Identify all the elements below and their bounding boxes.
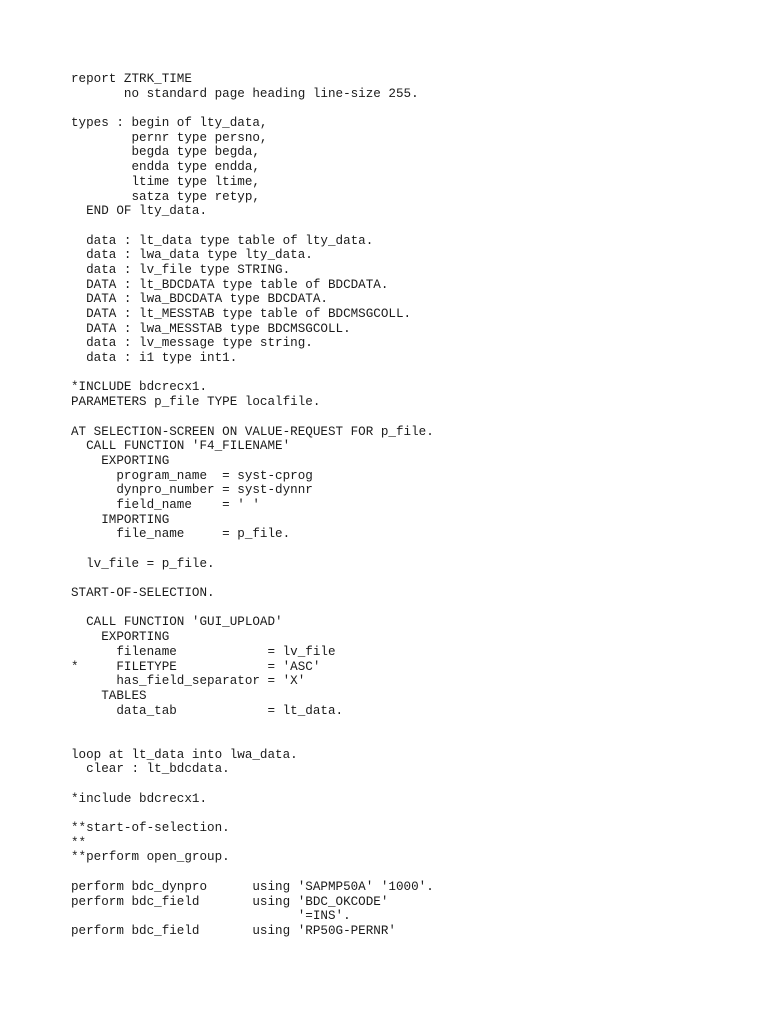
code-line: **perform open_group. [71,850,230,865]
code-line: data : i1 type int1. [71,351,238,366]
code-line [71,777,434,792]
code-line [71,865,434,880]
code-line: CALL FUNCTION 'F4_FILENAME' [71,439,291,454]
code-line: data : lv_file type STRING. [71,262,291,277]
code-line [71,718,434,733]
code-line: filename = lv_file [71,644,336,659]
abap-source-code [71,72,434,939]
code-line: DATA : lt_BDCDATA type table of BDCDATA. [71,277,389,292]
code-line: **start-of-selection. [71,821,230,836]
code-line: lv_file = p_file. [71,556,215,571]
code-line: AT SELECTION-SCREEN ON VALUE-REQUEST FOR p_file. [71,424,434,439]
code-line: DATA : lt_MESSTAB type table of BDCMSGCOLL. [71,307,412,321]
code-line: perform bdc_dynpro using 'SAPMP50A' '1000'. [71,879,434,894]
code-line: CALL FUNCTION 'GUI_UPLOAD' [71,615,283,630]
code-line: DATA : lwa_BDCDATA type BDCDATA. [71,292,328,307]
code-line [71,571,434,586]
code-line: PARAMETERS p_file TYPE localfile. [71,395,321,410]
code-line: file_name = p_file. [71,527,291,542]
code-line [71,601,434,616]
code-line: data : lv_message type string. [71,336,313,351]
code-line: field_name = ' ' [71,497,260,512]
code-line: * FILETYPE = 'ASC' [71,659,321,674]
code-line [71,733,434,748]
code-line: perform bdc_field using 'BDC_OKCODE' [71,894,389,909]
code-line: ** [71,835,87,850]
code-line [71,366,434,381]
code-line [71,542,434,557]
code-line: has_field_separator = 'X' [71,674,306,689]
code-line [71,219,434,234]
code-line: END OF lty_data. [71,204,208,219]
code-line: TABLES [71,688,147,703]
code-line [71,806,434,821]
code-line [71,410,434,425]
code-line: begda type begda, [71,145,260,160]
code-line: DATA : lwa_MESSTAB type BDCMSGCOLL. [71,321,351,336]
code-line: '=INS'. [71,909,351,924]
code-line: data_tab = lt_data. [71,703,344,718]
code-line: ltime type ltime, [71,174,260,189]
code-line: loop at lt_data into lwa_data. [71,747,298,762]
code-line: perform bdc_field using 'RP50G-PERNR' [71,923,396,938]
code-line: data : lt_data type table of lty_data. [71,233,374,248]
code-line: clear : lt_bdcdata. [71,762,230,777]
code-line: types : begin of lty_data, [71,116,268,131]
code-line: pernr type persno, [71,130,268,145]
code-line: *include bdcrecx1. [71,791,208,806]
code-line: data : lwa_data type lty_data. [71,248,313,263]
code-line: IMPORTING [71,512,170,527]
code-line: *INCLUDE bdcrecx1. [71,380,208,395]
code-line: report ZTRK_TIME [71,72,192,86]
code-line: dynpro_number = syst-dynnr [71,483,313,498]
code-line: EXPORTING [71,630,170,645]
code-line: START-OF-SELECTION. [71,586,215,601]
code-line: satza type retyp, [71,189,260,204]
code-line: EXPORTING [71,453,170,468]
code-line: endda type endda, [71,160,260,175]
code-line: no standard page heading line-size 255. [71,86,419,101]
code-line: program_name = syst-cprog [71,468,313,483]
code-line [71,101,434,116]
